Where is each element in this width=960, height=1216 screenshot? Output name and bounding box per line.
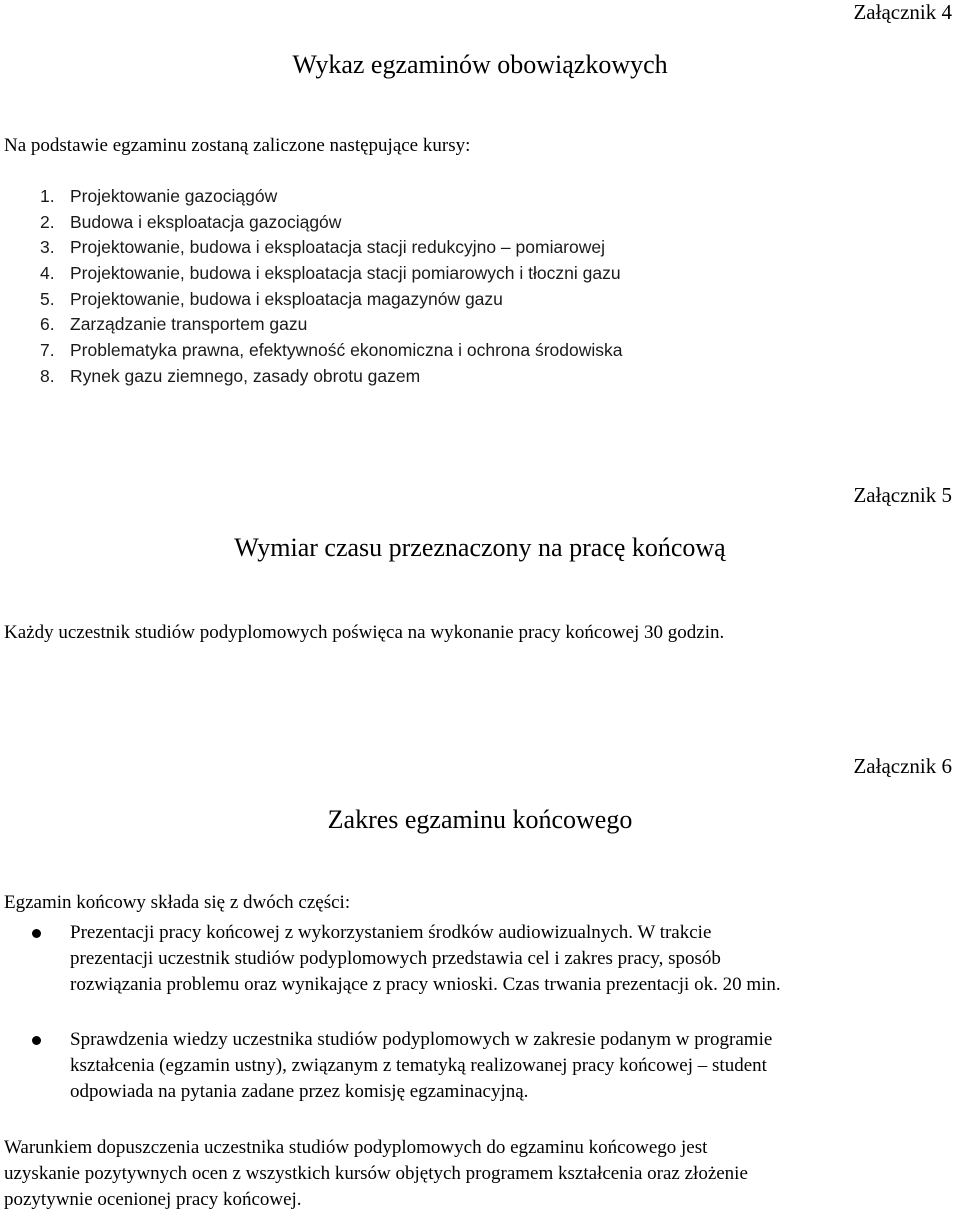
list-item: 1. Projektowanie gazociągów (40, 186, 278, 206)
section-title-exams: Wykaz egzaminów obowiązkowych (292, 50, 668, 79)
annex-4-label: Załącznik 4 (853, 0, 952, 24)
annex-6-label: Załącznik 6 (853, 754, 952, 778)
exams-intro: Na podstawie egzaminu zostaną zaliczone następujące kursy: (4, 135, 471, 156)
list-item: 2. Budowa i eksploatacja gazociągów (40, 211, 342, 232)
final-exam-intro: Egzamin końcowy składa się z dwóch części: (4, 892, 351, 913)
exam-parts-list-2 (70, 1027, 940, 1105)
list-item: 7. Problematyka prawna, efektywność ekonomiczna i ochrona środowiska (40, 340, 623, 361)
work-time-text: Każdy uczestnik studiów podyplomowych poświęca na wykonanie pracy końcowej 30 godzin. (4, 622, 725, 643)
list-item: Prezentacji pracy końcowej z wykorzystaniem środków audiowizualnych. W trakcie prezentacji uczestnik studiów podyplomowych przedstawia cel i zakres pracy, sposób rozwiązania problemu oraz wynikające z pracy wnioski. Czas trwania prezentacji ok. 20 min. (70, 920, 940, 998)
list-item: 8. Rynek gazu ziemnego, zasady obrotu gazem (40, 365, 421, 386)
list-item: 4. Projektowanie, budowa i eksploatacja stacji pomiarowych i tłoczni gazu (40, 263, 621, 284)
exam-parts-list (70, 920, 940, 998)
annex-5-label: Załącznik 5 (853, 483, 952, 507)
section-title-work-time: Wymiar czasu przeznaczony na pracę końcową (234, 533, 726, 562)
bullet-icon (32, 1036, 41, 1045)
bullet-icon (32, 929, 41, 938)
list-item: 5. Projektowanie, budowa i eksploatacja magazynów gazu (40, 288, 503, 309)
list-item: 6. Zarządzanie transportem gazu (40, 314, 308, 335)
list-item: Sprawdzenia wiedzy uczestnika studiów podyplomowych w zakresie podanym w programie kształcenia (egzamin ustny), związanym z tematyką realizowanej pracy końcowej – student odpowiada na pytania zadane przez komisję egzaminacyjną. (70, 1027, 940, 1105)
list-item: 3. Projektowanie, budowa i eksploatacja stacji redukcyjno – pomiarowej (40, 237, 606, 258)
section-title-final-exam: Zakres egzaminu końcowego (327, 805, 633, 834)
course-list (40, 184, 623, 390)
admission-conditions: Warunkiem dopuszczenia uczestnika studiów podyplomowych do egzaminu końcowego jest uzyskanie pozytywnych ocen z wszystkich kursów objętych programem kształcenia oraz złożenie pozytywnie ocenionej pracy końcowej. (4, 1137, 748, 1210)
